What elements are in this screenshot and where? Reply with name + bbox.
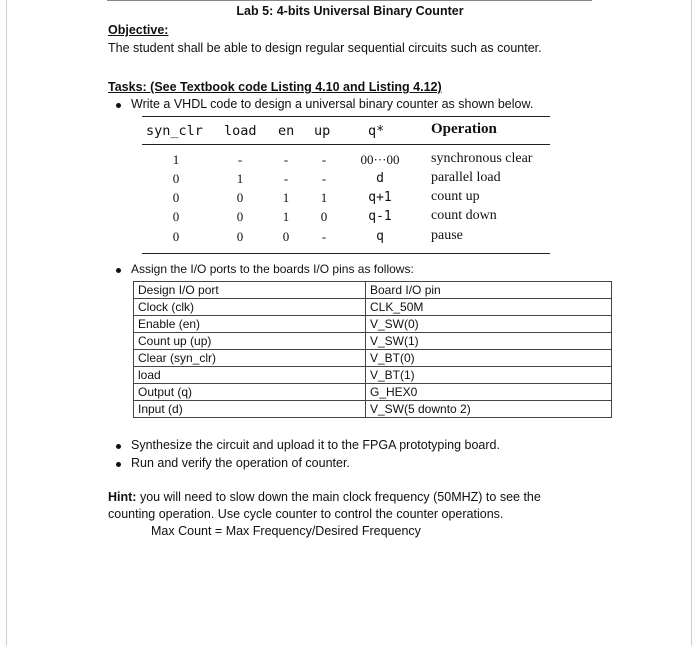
cell-load: 0	[236, 229, 244, 244]
th-load: load	[224, 123, 257, 139]
cell-en: 1	[282, 190, 290, 205]
cell-up: -	[321, 229, 327, 244]
cell-operation: synchronous clear	[431, 151, 533, 166]
bullet-dot	[116, 268, 121, 273]
cell-load: 0	[236, 190, 244, 205]
cell-en: 0	[282, 229, 290, 244]
cell-up: 0	[320, 209, 328, 224]
cell-up: 1	[320, 190, 328, 205]
cell-q-next: q+1	[368, 190, 392, 205]
cell-load: 1	[236, 171, 244, 186]
design-port-cell: Enable (en)	[134, 316, 366, 333]
cell-up: -	[321, 152, 327, 167]
cell-q-next: q	[376, 229, 384, 244]
cell-q-next: 00···00	[360, 152, 400, 167]
step-bullet-3: Synthesize the circuit and upload it to the FPGA prototyping board.	[131, 438, 500, 452]
truth-table-mid-rule	[142, 144, 550, 145]
io-table-row	[134, 401, 612, 418]
step-bullet-4: Run and verify the operation of counter.	[131, 456, 350, 470]
cell-syn-clr: 1	[172, 152, 180, 167]
io-assignment-table	[133, 281, 612, 418]
board-pin-cell: Board I/O pin	[366, 282, 612, 299]
cell-q-next: q-1	[368, 209, 392, 224]
design-port-cell: Count up (up)	[134, 333, 366, 350]
hint-line-2: counting operation. Use cycle counter to control the counter operations.	[108, 507, 504, 521]
io-table-row	[134, 350, 612, 367]
cell-syn-clr: 0	[172, 190, 180, 205]
cell-syn-clr: 0	[172, 229, 180, 244]
cell-syn-clr: 0	[172, 209, 180, 224]
task-bullet-1: Write a VHDL code to design a universal binary counter as shown below.	[131, 97, 534, 111]
cell-operation: parallel load	[431, 170, 501, 185]
board-pin-cell: V_SW(1)	[366, 333, 612, 350]
cell-en: -	[283, 152, 289, 167]
design-port-cell: Clock (clk)	[134, 299, 366, 316]
hint-line-1	[108, 490, 541, 504]
cell-load: -	[237, 152, 243, 167]
hint-label: Hint:	[108, 490, 137, 504]
th-up: up	[314, 123, 331, 139]
design-port-cell: load	[134, 367, 366, 384]
board-pin-cell: G_HEX0	[366, 384, 612, 401]
bullet-dot	[116, 462, 121, 467]
bullet-dot	[116, 444, 121, 449]
truth-table-top-rule	[142, 116, 550, 117]
cell-syn-clr: 0	[172, 171, 180, 186]
board-pin-cell: CLK_50M	[366, 299, 612, 316]
task-bullet-2: Assign the I/O ports to the boards I/O pins as follows:	[131, 262, 414, 276]
io-table-row	[134, 316, 612, 333]
io-table-row	[134, 333, 612, 350]
objective-heading: Objective:	[108, 23, 169, 37]
cell-operation: count down	[431, 208, 497, 223]
cell-en: 1	[282, 209, 290, 224]
cell-q-next: d	[376, 171, 384, 186]
io-table-header-row	[134, 282, 612, 299]
top-rule	[107, 0, 592, 1]
cell-load: 0	[236, 209, 244, 224]
cell-operation: pause	[431, 228, 463, 243]
design-port-cell: Clear (syn_clr)	[134, 350, 366, 367]
board-pin-cell: V_BT(1)	[366, 367, 612, 384]
th-operation: Operation	[431, 121, 497, 137]
page-title: Lab 5: 4-bits Universal Binary Counter	[236, 4, 464, 18]
board-pin-cell: V_BT(0)	[366, 350, 612, 367]
hint-text-1: you will need to slow down the main clock frequency (50MHZ) to see the	[136, 490, 541, 504]
hint-line-3: Max Count = Max Frequency/Desired Frequency	[151, 524, 421, 538]
io-table-row	[134, 384, 612, 401]
tasks-heading: Tasks: (See Textbook code Listing 4.10 and Listing 4.12)	[108, 80, 442, 94]
io-table-row	[134, 367, 612, 384]
cell-en: -	[283, 171, 289, 186]
design-port-cell: Input (d)	[134, 401, 366, 418]
th-syn-clr: syn_clr	[146, 123, 203, 139]
board-pin-cell: V_SW(0)	[366, 316, 612, 333]
th-en: en	[278, 123, 295, 139]
board-pin-cell: V_SW(5 downto 2)	[366, 401, 612, 418]
design-port-cell: Output (q)	[134, 384, 366, 401]
objective-text: The student shall be able to design regular sequential circuits such as counter.	[108, 41, 542, 55]
truth-table-bottom-rule	[142, 253, 550, 254]
cell-up: -	[321, 171, 327, 186]
design-port-cell: Design I/O port	[134, 282, 366, 299]
cell-operation: count up	[431, 189, 480, 204]
bullet-dot	[116, 103, 121, 108]
th-q-next: q*	[368, 123, 385, 139]
io-table-row	[134, 299, 612, 316]
